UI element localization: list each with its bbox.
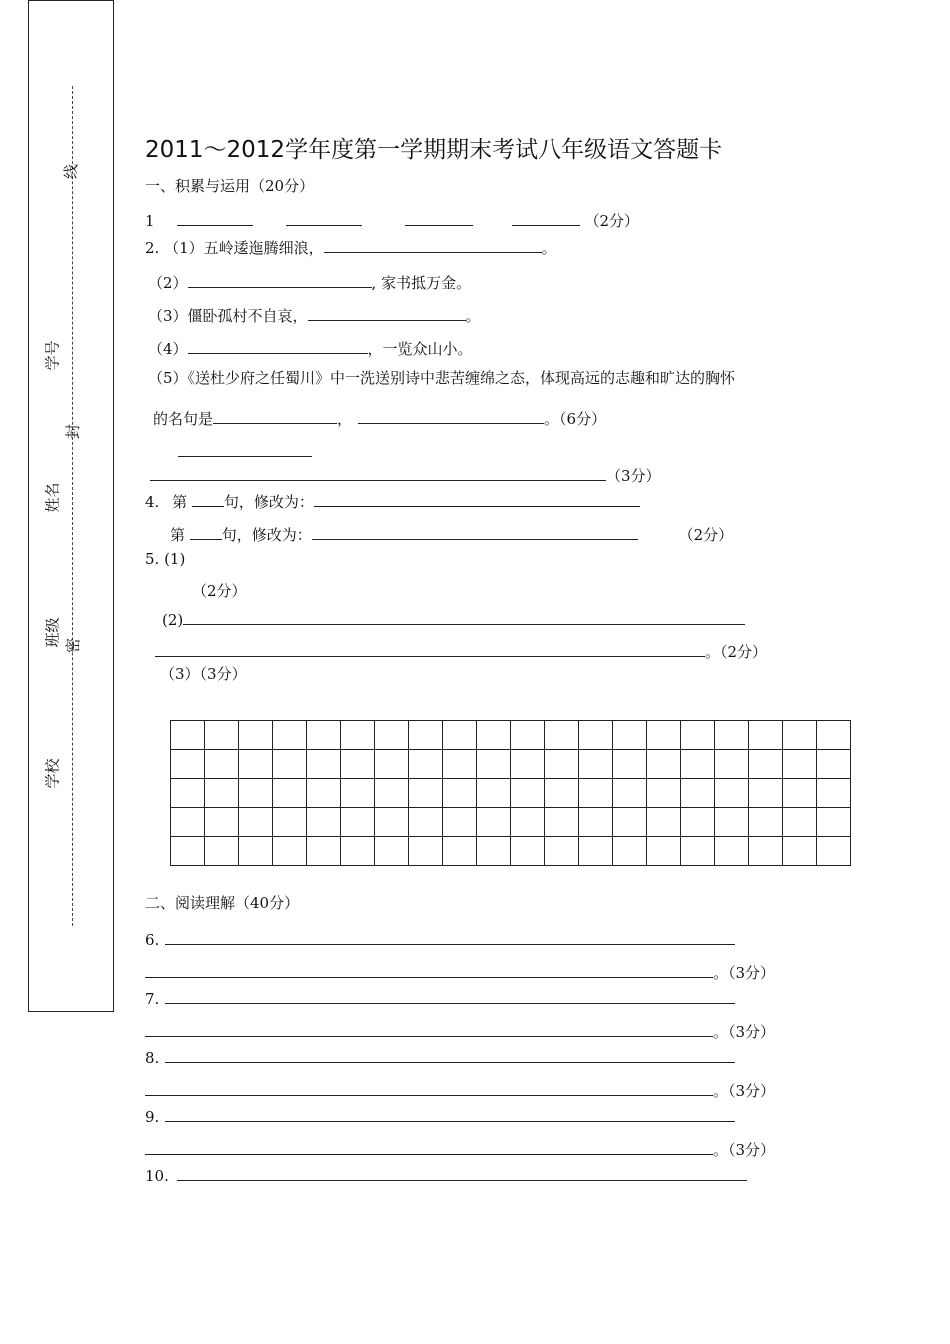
q2-item5-blank-2[interactable] — [358, 409, 544, 424]
grid-cell[interactable] — [613, 721, 647, 750]
grid-cell[interactable] — [579, 779, 613, 808]
grid-cell[interactable] — [409, 750, 443, 779]
grid-cell[interactable] — [783, 837, 817, 866]
grid-cell[interactable] — [409, 837, 443, 866]
q6-number: 6. — [145, 931, 160, 949]
q5-label: 5. (1) — [145, 550, 186, 568]
grid-cell[interactable] — [171, 837, 205, 866]
grid-cell[interactable] — [273, 721, 307, 750]
q2-item2-blank[interactable] — [188, 273, 372, 288]
grid-cell[interactable] — [409, 808, 443, 837]
seal-label-secret: 密 — [64, 637, 83, 654]
q1-blank-4[interactable] — [512, 211, 580, 226]
grid-cell[interactable] — [613, 837, 647, 866]
seal-line — [72, 86, 73, 926]
grid-cell[interactable] — [783, 750, 817, 779]
q4-row2-label: 句，修改为： — [221, 526, 312, 544]
grid-cell[interactable] — [545, 779, 579, 808]
label-name: 姓名 — [43, 482, 62, 513]
grid-cell[interactable] — [375, 750, 409, 779]
grid-cell[interactable] — [715, 837, 749, 866]
q8-row1 — [145, 1048, 735, 1066]
section1-heading: 一、积累与运用（20分） — [145, 177, 315, 195]
grid-cell[interactable] — [545, 808, 579, 837]
q5-part2-row2 — [155, 642, 767, 660]
grid-cell[interactable] — [443, 750, 477, 779]
grid-cell[interactable] — [239, 779, 273, 808]
grid-cell[interactable] — [341, 837, 375, 866]
grid-cell[interactable] — [273, 837, 307, 866]
grid-cell[interactable] — [511, 779, 545, 808]
q2-item5-comma: ， — [337, 410, 353, 428]
q1-blank-1[interactable] — [177, 211, 253, 226]
grid-cell[interactable] — [307, 808, 341, 837]
grid-cell[interactable] — [715, 779, 749, 808]
grid-cell[interactable] — [817, 721, 851, 750]
grid-cell[interactable] — [239, 837, 273, 866]
grid-cell[interactable] — [443, 808, 477, 837]
grid-cell[interactable] — [375, 808, 409, 837]
q2-item2-end: , 家书抵万金。 — [371, 274, 472, 292]
q8-blank-2[interactable] — [145, 1081, 713, 1096]
q8-number: 8. — [145, 1049, 160, 1067]
grid-cell[interactable] — [341, 750, 375, 779]
q7-row1 — [145, 989, 735, 1007]
grid-cell[interactable] — [681, 750, 715, 779]
grid-cell[interactable] — [749, 750, 783, 779]
grid-cell[interactable] — [477, 837, 511, 866]
q3-score: （3分） — [606, 467, 661, 485]
q4-row2 — [170, 525, 733, 543]
q7-blank-1[interactable] — [165, 989, 735, 1004]
grid-cell[interactable] — [647, 837, 681, 866]
grid-cell[interactable] — [409, 721, 443, 750]
section2-heading: 二、阅读理解（40分） — [145, 894, 300, 912]
q2-item3-prompt: （3）僵卧孤村不自哀， — [148, 307, 308, 325]
q9-blank-2[interactable] — [145, 1140, 713, 1155]
seal-label-seal: 封 — [64, 423, 83, 440]
grid-cell[interactable] — [511, 808, 545, 837]
grid-cell[interactable] — [511, 750, 545, 779]
q6-blank-2[interactable] — [145, 963, 713, 978]
q7-number: 7. — [145, 990, 160, 1008]
q2-item4-blank[interactable] — [188, 339, 368, 354]
grid-cell[interactable] — [341, 721, 375, 750]
q4-row2-sentence-blank[interactable] — [190, 525, 222, 540]
grid-cell[interactable] — [341, 808, 375, 837]
q8-row2 — [145, 1081, 775, 1099]
page-title: 2011～2012学年度第一学期期末考试八年级语文答题卡 — [145, 137, 723, 163]
grid-cell[interactable] — [239, 721, 273, 750]
q2-item3-end: 。 — [465, 307, 481, 325]
q4-row2-revision-blank[interactable] — [312, 525, 638, 540]
q2-item4-end: ，一览众山小。 — [367, 340, 473, 358]
q5-part2-blank-2[interactable] — [155, 642, 705, 657]
grid-cell[interactable] — [817, 750, 851, 779]
grid-row — [171, 779, 851, 808]
q9-number: 9. — [145, 1108, 160, 1126]
grid-cell[interactable] — [715, 750, 749, 779]
q9-row2 — [145, 1140, 775, 1158]
grid-cell[interactable] — [715, 808, 749, 837]
q2-item5-prompt: 的名句是 — [153, 410, 214, 428]
q6-row2 — [145, 963, 775, 981]
grid-cell[interactable] — [239, 750, 273, 779]
grid-cell[interactable] — [817, 808, 851, 837]
grid-cell[interactable] — [681, 808, 715, 837]
q2-item1-end: 。 — [541, 239, 557, 257]
q1-blank-3[interactable] — [405, 211, 473, 226]
q4-number: 4. — [145, 493, 160, 511]
grid-cell[interactable] — [647, 750, 681, 779]
q2-item1 — [145, 238, 557, 256]
grid-cell[interactable] — [205, 721, 239, 750]
q4-row2-prefix: 第 — [170, 526, 186, 544]
grid-cell[interactable] — [511, 837, 545, 866]
grid-cell[interactable] — [205, 750, 239, 779]
grid-cell[interactable] — [817, 837, 851, 866]
q10-number: 10. — [145, 1167, 169, 1185]
grid-cell[interactable] — [443, 837, 477, 866]
grid-cell[interactable] — [613, 779, 647, 808]
grid-cell[interactable] — [307, 721, 341, 750]
q3-short-line[interactable] — [178, 456, 312, 457]
q5-part2-row — [162, 610, 745, 628]
q5-part1-score: （2分） — [192, 582, 247, 600]
grid-cell[interactable] — [307, 750, 341, 779]
grid-cell[interactable] — [681, 721, 715, 750]
grid-cell[interactable] — [817, 779, 851, 808]
seal-label-line: 线 — [62, 163, 81, 180]
grid-cell[interactable] — [307, 837, 341, 866]
grid-cell[interactable] — [613, 808, 647, 837]
grid-row — [171, 721, 851, 750]
q9-score: 。（3分） — [713, 1141, 776, 1159]
grid-cell[interactable] — [443, 721, 477, 750]
grid-cell[interactable] — [171, 779, 205, 808]
q2-number: 2. — [145, 239, 160, 257]
grid-cell[interactable] — [171, 721, 205, 750]
q2-item1-prompt: （1）五岭逶迤腾细浪， — [164, 239, 324, 257]
grid-cell[interactable] — [783, 721, 817, 750]
grid-row — [171, 808, 851, 837]
q1-blank-2[interactable] — [286, 211, 362, 226]
grid-cell[interactable] — [579, 808, 613, 837]
q5-part2-label: (2) — [162, 611, 184, 629]
q2-item2-prompt: （2） — [148, 274, 188, 292]
q10-blank-1[interactable] — [177, 1166, 747, 1181]
grid-cell[interactable] — [205, 837, 239, 866]
q2-item1-blank[interactable] — [324, 238, 542, 253]
q4-row1-sentence-blank[interactable] — [192, 492, 224, 507]
q1-score: （2分） — [584, 212, 639, 230]
q5-part2-blank-1[interactable] — [183, 610, 745, 625]
q10-row1 — [145, 1166, 747, 1184]
grid-cell[interactable] — [477, 750, 511, 779]
q7-row2 — [145, 1022, 775, 1040]
grid-cell[interactable] — [783, 779, 817, 808]
grid-cell[interactable] — [443, 779, 477, 808]
grid-cell[interactable] — [273, 808, 307, 837]
grid-cell[interactable] — [579, 837, 613, 866]
grid-cell[interactable] — [715, 721, 749, 750]
q8-score: 。（3分） — [713, 1082, 776, 1100]
grid-cell[interactable] — [171, 808, 205, 837]
q6-blank-1[interactable] — [165, 930, 735, 945]
label-school: 学校 — [43, 758, 62, 789]
grid-cell[interactable] — [749, 837, 783, 866]
grid-cell[interactable] — [511, 721, 545, 750]
grid-cell[interactable] — [545, 837, 579, 866]
q1-number: 1 — [145, 212, 155, 230]
grid-row — [171, 750, 851, 779]
label-class: 班级 — [43, 617, 62, 648]
q4-row1-prefix: 第 — [172, 493, 188, 511]
q5-part2-score: 。（2分） — [705, 643, 768, 661]
grid-cell[interactable] — [273, 779, 307, 808]
q6-row1 — [145, 930, 735, 948]
grid-row — [171, 837, 851, 866]
grid-cell[interactable] — [613, 750, 647, 779]
q9-blank-1[interactable] — [165, 1107, 735, 1122]
q8-blank-1[interactable] — [165, 1048, 735, 1063]
q9-row1 — [145, 1107, 735, 1125]
grid-cell[interactable] — [783, 808, 817, 837]
grid-cell[interactable] — [681, 837, 715, 866]
q2-item5-blank-1[interactable] — [213, 409, 337, 424]
writing-grid[interactable] — [170, 720, 851, 866]
q2-item5-line2 — [153, 409, 606, 427]
grid-cell[interactable] — [681, 779, 715, 808]
label-student-id: 学号 — [43, 340, 62, 371]
grid-cell[interactable] — [545, 721, 579, 750]
q5-part3-label: （3）（3分） — [160, 665, 247, 683]
q4-row1 — [145, 492, 640, 510]
grid-cell[interactable] — [579, 750, 613, 779]
grid-cell[interactable] — [409, 779, 443, 808]
grid-cell[interactable] — [171, 750, 205, 779]
q4-row1-label: 句，修改为： — [223, 493, 314, 511]
q1-row — [145, 211, 639, 229]
grid-cell[interactable] — [579, 721, 613, 750]
grid-cell[interactable] — [375, 837, 409, 866]
grid-cell[interactable] — [341, 779, 375, 808]
q2-item5-line1: （5）《送杜少府之任蜀川》中一洗送别诗中悲苦缠绵之态，体现高远的志趣和旷达的胸怀 — [148, 369, 736, 387]
grid-cell[interactable] — [477, 779, 511, 808]
grid-cell[interactable] — [749, 808, 783, 837]
q3-blank[interactable] — [150, 466, 606, 481]
q6-score: 。（3分） — [713, 964, 776, 982]
grid-cell[interactable] — [647, 808, 681, 837]
grid-cell[interactable] — [477, 721, 511, 750]
grid-cell[interactable] — [205, 808, 239, 837]
q7-score: 。（3分） — [713, 1023, 776, 1041]
q4-row1-revision-blank[interactable] — [314, 492, 640, 507]
grid-cell[interactable] — [307, 779, 341, 808]
q2-item3-blank[interactable] — [308, 306, 466, 321]
binding-margin — [28, 0, 114, 1012]
grid-cell[interactable] — [239, 808, 273, 837]
grid-cell[interactable] — [273, 750, 307, 779]
q7-blank-2[interactable] — [145, 1022, 713, 1037]
grid-cell[interactable] — [749, 779, 783, 808]
grid-cell[interactable] — [477, 808, 511, 837]
grid-cell[interactable] — [647, 779, 681, 808]
grid-cell[interactable] — [205, 779, 239, 808]
q2-item5-score: 。（6分） — [544, 410, 607, 428]
grid-cell[interactable] — [647, 721, 681, 750]
q4-score: （2分） — [678, 526, 734, 544]
q2-item4-prompt: （4） — [148, 340, 188, 358]
q3-row — [150, 466, 661, 484]
grid-cell[interactable] — [749, 721, 783, 750]
grid-cell[interactable] — [375, 779, 409, 808]
grid-cell[interactable] — [545, 750, 579, 779]
q2-item2 — [148, 273, 471, 291]
grid-cell[interactable] — [375, 721, 409, 750]
q2-item4 — [148, 339, 473, 357]
q2-item3 — [148, 306, 481, 324]
